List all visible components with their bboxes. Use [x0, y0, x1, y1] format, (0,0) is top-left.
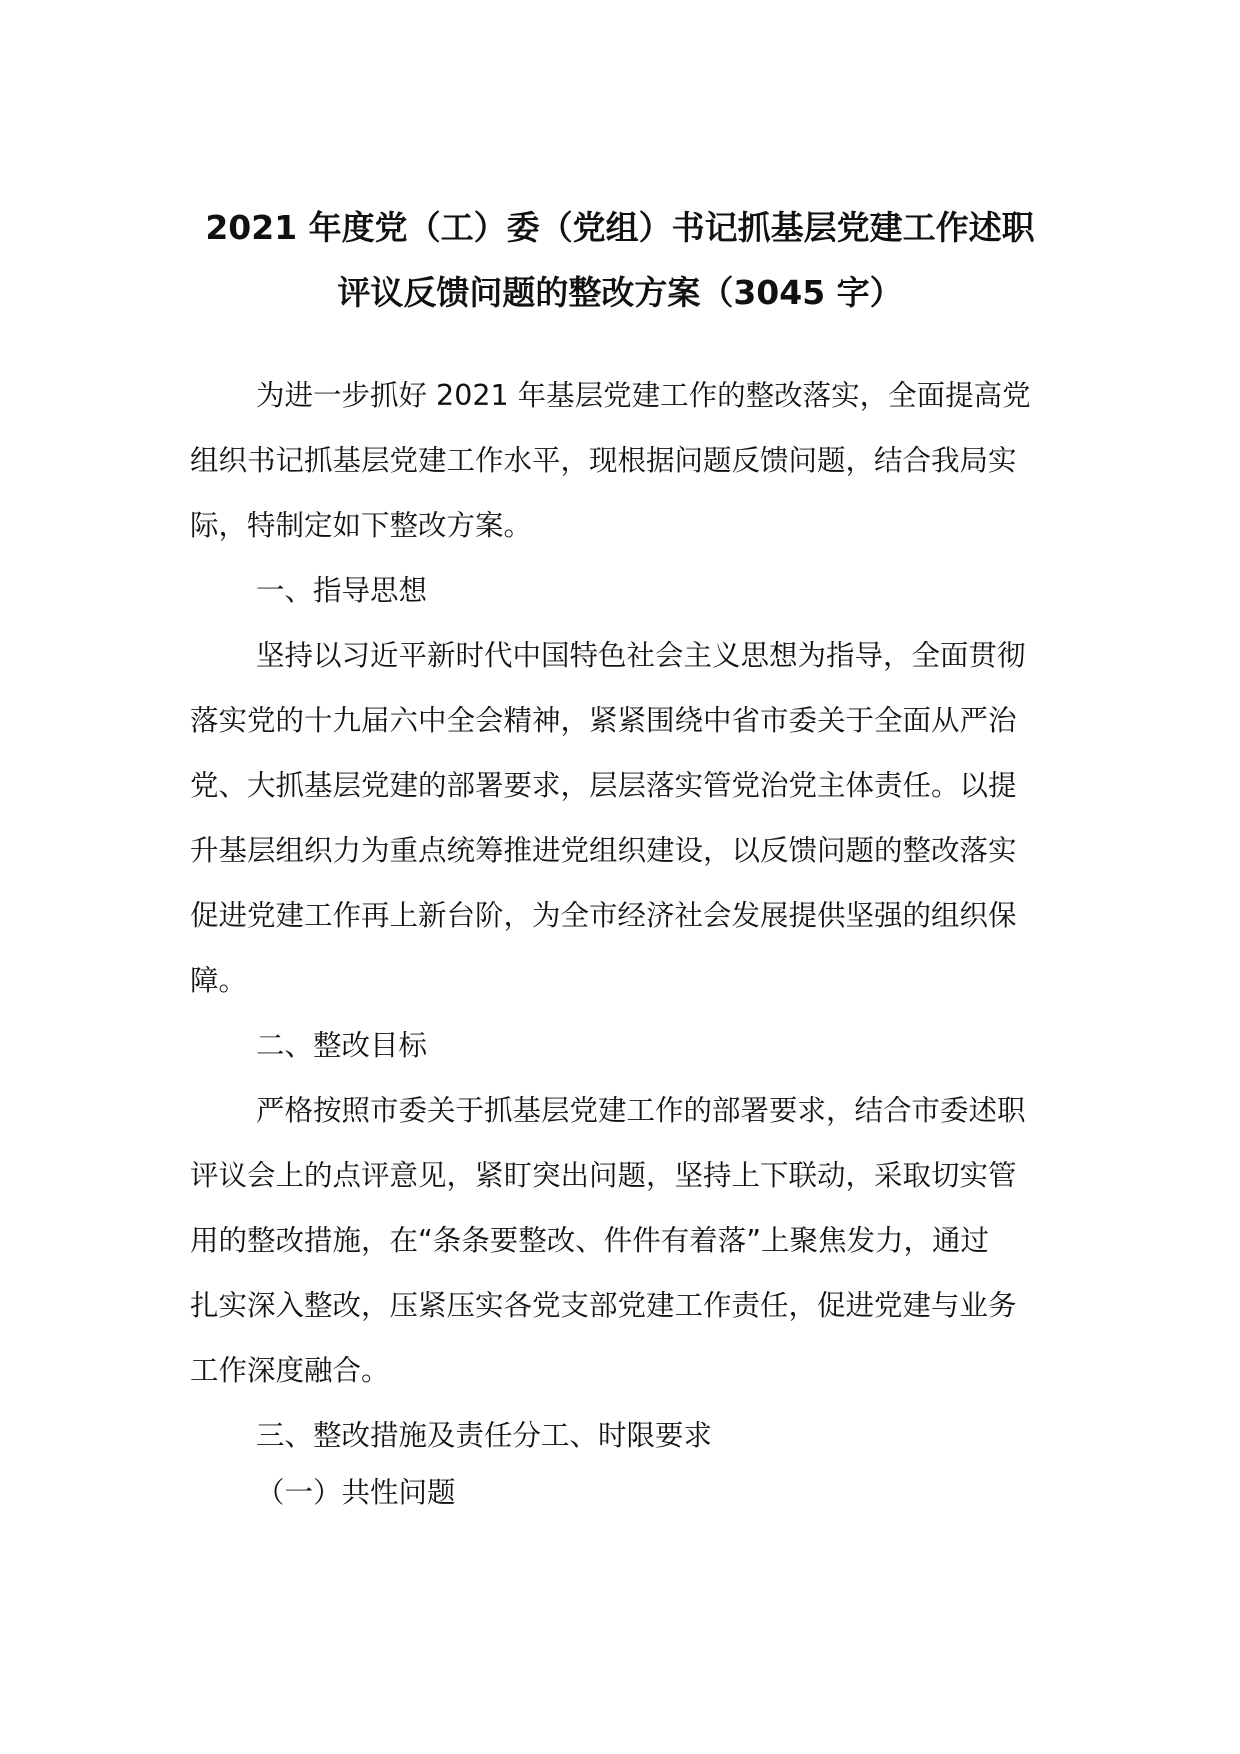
paragraph-guiding-line-5: 促进党建工作再上新台阶，为全市经济社会发展提供坚强的组织保: [190, 899, 1017, 932]
paragraph-goals-line-5: 工作深度融合。: [190, 1354, 390, 1387]
section-heading-goals: 二、整改目标: [256, 1029, 428, 1062]
paragraph-intro-line-2: 组织书记抓基层党建工作水平，现根据问题反馈问题，结合我局实: [190, 444, 1017, 477]
paragraph-goals-line-1: 严格按照市委关于抓基层党建工作的部署要求，结合市委述职: [256, 1094, 1026, 1127]
paragraph-guiding-line-4: 升基层组织力为重点统筹推进党组织建设，以反馈问题的整改落实: [190, 834, 1017, 867]
paragraph-goals-line-2: 评议会上的点评意见，紧盯突出问题，坚持上下联动，采取切实管: [190, 1159, 1017, 1192]
section-heading-guiding-thought: 一、指导思想: [256, 574, 428, 607]
section-heading-measures: 三、整改措施及责任分工、时限要求: [256, 1419, 713, 1452]
paragraph-guiding-line-3: 党、大抓基层党建的部署要求，层层落实管党治党主体责任。以提: [190, 769, 1017, 802]
paragraph-intro-line-1: 为进一步抓好 2021 年基层党建工作的整改落实，全面提高党: [256, 379, 1031, 412]
paragraph-intro-line-3: 际，特制定如下整改方案。: [190, 509, 533, 542]
paragraph-goals-line-4: 扎实深入整改，压紧压实各党支部党建工作责任，促进党建与业务: [190, 1289, 1017, 1322]
document-title-line-2: 评议反馈问题的整改方案（3045 字）: [337, 273, 903, 312]
subsection-heading-common-issues: （一）共性问题: [256, 1476, 456, 1509]
paragraph-guiding-line-6: 障。: [190, 964, 248, 997]
paragraph-guiding-line-2: 落实党的十九届六中全会精神，紧紧围绕中省市委关于全面从严治: [190, 704, 1017, 737]
document-title-line-1: 2021 年度党（工）委（党组）书记抓基层党建工作述职: [205, 208, 1035, 247]
paragraph-goals-line-3: 用的整改措施，在“条条要整改、件件有着落”上聚焦发力，通过: [190, 1224, 990, 1257]
paragraph-guiding-line-1: 坚持以习近平新时代中国特色社会主义思想为指导，全面贯彻: [256, 639, 1026, 672]
